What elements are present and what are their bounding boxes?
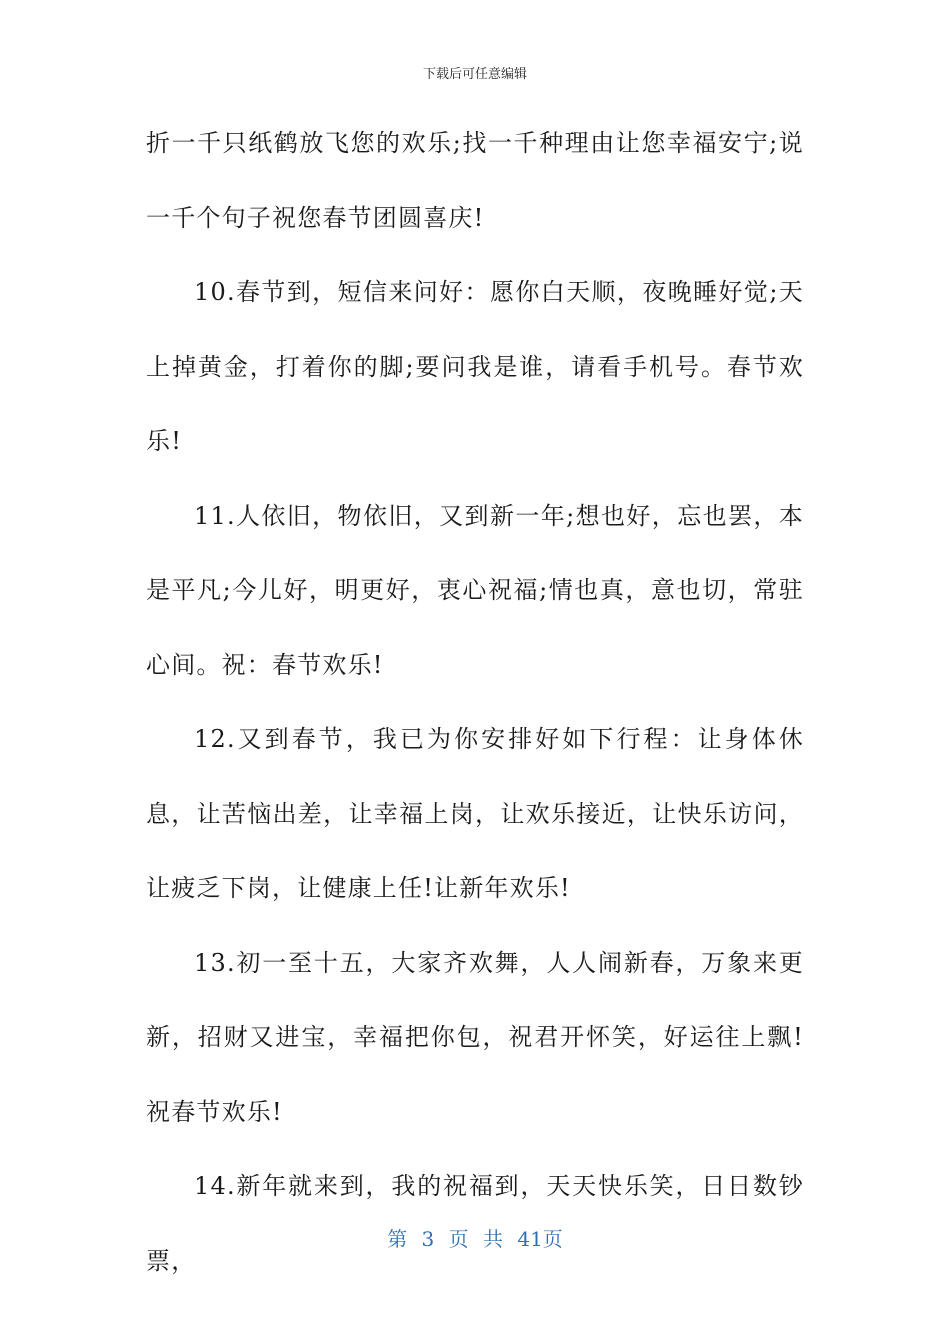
paragraph-2: 10.春节到，短信来问好：愿你白天顺，夜晚睡好觉;天上掉黄金，打着你的脚;要问我是谁，请看手机号。春节欢乐! bbox=[146, 278, 804, 455]
document-body bbox=[146, 106, 804, 1298]
page-header: 下载后可任意编辑 bbox=[422, 67, 527, 82]
paragraph-5: 13.初一至十五，大家齐欢舞，人人闹新春，万象来更新，招财又进宝，幸福把你包，祝君开怀笑，好运往上飘!祝春节欢乐! bbox=[146, 948, 804, 1126]
page-number-footer: 第 3 页 共 41页 bbox=[387, 1227, 563, 1251]
paragraph-4: 12.又到春节，我已为你安排好如下行程：让身体休息，让苦恼出差，让幸福上岗，让欢乐接近，让快乐访问，让疲乏下岗，让健康上任!让新年欢乐! bbox=[146, 725, 804, 902]
paragraph-1: 折一千只纸鹤放飞您的欢乐;找一千种理由让您幸福安宁;说一千个句子祝您春节团圆喜庆! bbox=[146, 129, 804, 232]
paragraph-6: 14.新年就来到，我的祝福到，天天快乐笑，日日数钞票， bbox=[146, 1172, 804, 1275]
paragraph-3: 11.人依旧，物依旧，又到新一年;想也好，忘也罢，本是平凡;今儿好，明更好，衷心祝福;情也真，意也切，常驻心间。祝：春节欢乐! bbox=[146, 501, 804, 679]
